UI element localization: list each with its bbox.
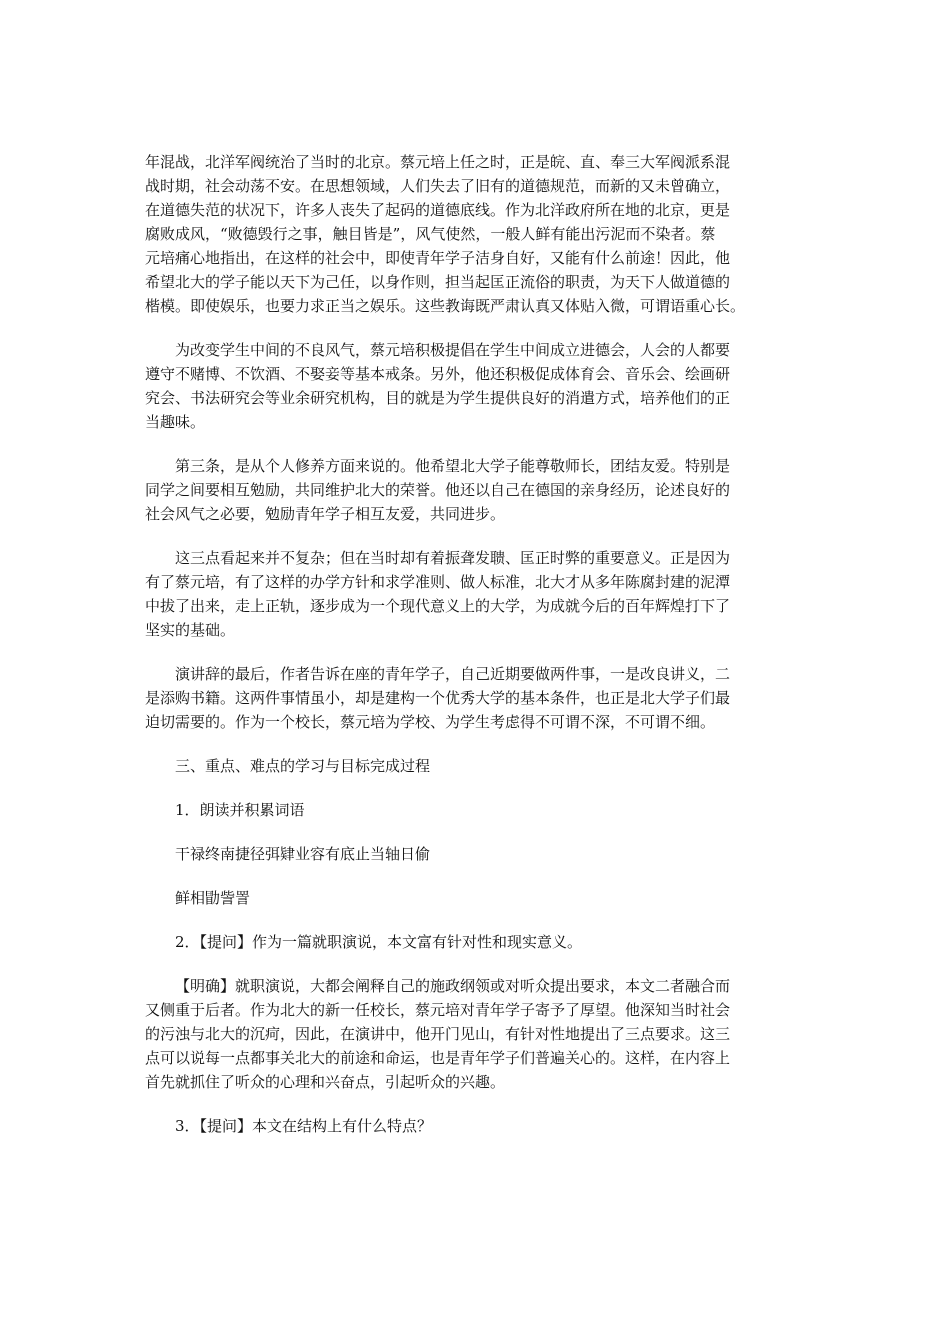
text-line: 鲜相勖訾詈 [175,889,251,907]
text-line: 腐败成风，“败德毁行之事，触目皆是”，风气使然，一般人鲜有能出污泥而不染者。蔡 [145,225,716,243]
text-line: 在道德失范的状况下，许多人丧失了起码的道德底线。作为北洋政府所在地的北京，更是 [145,201,731,219]
text-line: 社会风气之必要，勉励青年学子相互友爱，共同进步。 [145,505,506,523]
text-line: 楷模。即使娱乐，也要力求正当之娱乐。这些教诲既严肃认真又体贴入微，可谓语重心长。 [145,297,746,315]
paragraph [145,974,805,1094]
text-line: 首先就抓住了听众的心理和兴奋点，引起听众的兴趣。 [145,1073,506,1091]
text-line: 的污浊与北大的沉疴，因此，在演讲中，他开门见山，有针对性地提出了三点要求。这三 [145,1025,731,1043]
text-line: 为改变学生中间的不良风气，蔡元培积极提倡在学生中间成立进德会，人会的人都要 [175,341,731,359]
text-line: 是添购书籍。这两件事情虽小，却是建构一个优秀大学的基本条件，也正是北大学子们最 [145,689,731,707]
paragraph [145,930,805,954]
text-line: 有了蔡元培，有了这样的办学方针和求学准则、做人标准，北大才从多年陈腐封建的泥潭 [145,573,731,591]
text-line: 中拔了出来，走上正轨，逐步成为一个现代意义上的大学，为成就今后的百年辉煌打下了 [145,597,731,615]
paragraph [145,546,805,642]
text-line: 同学之间要相互勉励，共同维护北大的荣誉。他还以自己在德国的亲身经历，论述良好的 [145,481,731,499]
paragraph [145,338,805,434]
text-line: 【明确】就职演说，大都会阐释自己的施政纲领或对听众提出要求，本文二者融合而 [175,977,731,995]
text-line: 这三点看起来并不复杂；但在当时却有着振聋发聩、匡正时弊的重要意义。正是因为 [175,549,731,567]
text-line: 希望北大的学子能以天下为己任，以身作则，担当起匡正流俗的职责，为天下人做道德的 [145,273,731,291]
text-line: 迫切需要的。作为一个校长，蔡元培为学校、为学生考虑得不可谓不深，不可谓不细。 [145,713,716,731]
paragraph [145,798,805,822]
text-line: 3．【提问】本文在结构上有什么特点？ [175,1117,433,1135]
text-line: 元培痛心地指出，在这样的社会中，即使青年学子洁身自好，又能有什么前途！因此，他 [145,249,731,267]
text-line: 又侧重于后者。作为北大的新一任校长，蔡元培对青年学子寄予了厚望。他深知当时社会 [145,1001,731,1019]
text-line: 年混战，北洋军阀统治了当时的北京。蔡元培上任之时，正是皖、直、奉三大军阀派系混 [145,153,731,171]
text-line: 究会、书法研究会等业余研究机构，目的就是为学生提供良好的消遣方式，培养他们的正 [145,389,731,407]
text-line: 三、重点、难点的学习与目标完成过程 [175,757,431,775]
text-line: 1．朗读并积累词语 [175,801,305,819]
text-line: 遵守不赌博、不饮酒、不娶妾等基本戒条。另外，他还积极促成体育会、音乐会、绘画研 [145,365,731,383]
paragraph [145,662,805,734]
paragraph [145,842,805,866]
text-line: 干禄终南捷径弭肄业容有底止当轴日偷 [175,845,431,863]
text-line: 当趣味。 [145,413,206,431]
paragraph [145,454,805,526]
text-line: 坚实的基础。 [145,621,236,639]
text-line: 战时期，社会动荡不安。在思想领域，人们失去了旧有的道德规范，而新的又未曾确立， [145,177,731,195]
paragraph [145,886,805,910]
text-line: 第三条，是从个人修养方面来说的。他希望北大学子能尊敬师长，团结友爱。特别是 [175,457,731,475]
paragraph [145,1114,805,1138]
paragraph [145,150,805,318]
text-line: 演讲辞的最后，作者告诉在座的青年学子，自己近期要做两件事，一是改良讲义，二 [175,665,731,683]
text-line: 2．【提问】作为一篇就职演说，本文富有针对性和现实意义。 [175,933,583,951]
document-page [145,150,805,1158]
text-line: 点可以说每一点都事关北大的前途和命运，也是青年学子们普遍关心的。这样，在内容上 [145,1049,731,1067]
paragraph [145,754,805,778]
